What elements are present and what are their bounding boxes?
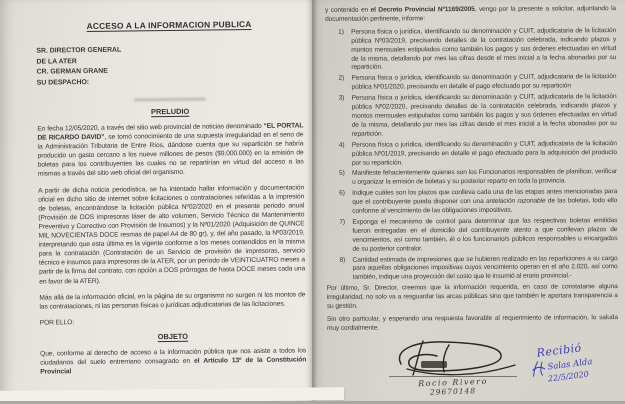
item-number: 2) xyxy=(338,75,345,83)
page-right xyxy=(312,0,625,404)
received-note xyxy=(528,337,624,386)
received-signer-name: Salas Alda xyxy=(546,357,593,373)
document-title: ACCESO A LA INFORMACION PUBLICA xyxy=(86,18,252,32)
item-number: 5) xyxy=(339,170,345,178)
bold-text-segment: el Artículo 13º de la Constitución Provincial xyxy=(40,356,307,376)
list-item xyxy=(339,169,617,189)
objeto-heading: OBJETO xyxy=(157,331,189,342)
paragraph-preludio-3: Más allá de la información oficial, en la página de su organismo no surgen ni los montos de las contrataciones, ni las personas físicas o jurídicas adjudicatarias de las licitaciones. xyxy=(39,290,306,311)
recipient-line: SR. DIRECTOR GENERAL xyxy=(36,46,122,55)
item-text: Persona física o jurídica, identificando su denominación y CUIT, adjudicataria de la licitación pública Nº02/2020, precisando detalles de la contratación celebrada, indicando plazos y montos mensuales estipulados como también los pagos y sus órdenes efectuadas en virtud de la misma, detallando por mes las cifras desde el mes inicial a la fecha abonadas por su repartición. xyxy=(351,93,617,138)
item-text: Manifieste fehacientemente quienes son los Funcionarios responsables de planificar, verificar u organizar la emisión de boletas y su posterior reparto en toda la provincia. xyxy=(352,168,618,187)
item-text: Cantidad estimada de impresiones que se hubieren realizado en las reparticiones a su cargo para aquellas obligaciones impositivas cuyos vencimiento operan en el año 2.020, así como también, indique una proyección del costo que le insumió al erario provincial.- xyxy=(352,254,618,282)
received-date: 22/5/2020 xyxy=(547,369,590,384)
italic-text-segment: antelación razonable xyxy=(486,197,546,206)
item-number: 8) xyxy=(339,256,346,264)
closing-paragraph-2: Sin otro particular, y esperando una respuesta favorable al requerimiento de información, lo saluda muy cordialmente. xyxy=(326,314,618,332)
request-list xyxy=(325,27,618,283)
item-number: 6) xyxy=(339,189,345,198)
paragraph-objeto xyxy=(40,346,306,377)
list-item xyxy=(340,255,618,283)
list-item xyxy=(338,27,616,73)
text-segment: Indique cuáles son los plazos que conlleva cada una de las etapas antes mencionadas para que el contribuyente pueda disponer con una xyxy=(352,188,618,206)
list-item xyxy=(339,217,617,254)
list-item xyxy=(338,73,616,93)
bold-text-segment: el Decreto Provincial Nº1169/2005 xyxy=(370,5,475,14)
text-segment: En fecha 12/05/2020, a través del sitio web provincial de noticias denominado xyxy=(37,122,264,133)
item-text: Persona física o jurídica, identificando su denominación y CUIT, adjudicataria de la licitación pública Nº01/2020, precisando en detalle el pago efectuado por su repartición xyxy=(351,73,617,91)
recipient-line: SU DESPACHO: xyxy=(36,78,90,87)
signature-scribble-icon xyxy=(383,336,523,380)
signature-block xyxy=(378,336,528,396)
list-item xyxy=(339,188,617,216)
item-number: 1) xyxy=(338,28,344,36)
recipient-block xyxy=(36,43,302,88)
item-text: Persona física o jurídica, identificando su denominación y CUIT, adjudicataria de la licitación pública Nº03/2019, precisando detalles de la contratación celebrada, indicando plazos y montos mensuales estipulados como también los pagos y sus órdenes efectuadas en virtud de la misma, detallando por mes las cifras desde el mes inicial a la fecha abonadas por su repartición. xyxy=(351,26,617,72)
received-label: Recibió xyxy=(535,341,583,360)
signature-name: Rocio Rivero xyxy=(418,376,488,389)
bold-text-segment: “EL PORTAL DE RICARDO DAVID” xyxy=(37,122,304,142)
page-left xyxy=(0,0,312,404)
stamp-mark xyxy=(421,361,447,368)
paragraph-request-intro xyxy=(325,5,616,25)
ink-smudge xyxy=(134,98,206,102)
paragraph-preludio-1 xyxy=(37,121,304,179)
item-number: 4) xyxy=(338,141,345,149)
item-text: Persona física o jurídica, identificando su denominación y CUIT, adjudicataria de la licitación pública Nº01/2019, precisando en detalle el pago efectuado para la adquisición del producto por su repartición. xyxy=(351,139,617,167)
text-segment: Que, conforme al derecho de acceso a la información pública que nos asiste a todos los ciudadanos del suelo entrerriano consagrado en xyxy=(40,347,307,367)
text-segment: y contenido en xyxy=(325,6,371,14)
por-ello-label: POR ELLO: xyxy=(39,318,75,327)
preludio-heading: PRELUDIO xyxy=(150,106,190,117)
received-flourish-icon xyxy=(530,360,547,378)
text-segment: de las boletas, todo ello conforme al vencimiento de las obligaciones impositivas. xyxy=(352,197,618,215)
item-text: Exponga el mecanismo de control para determinar que las respectivas boletas emitidas fueron entregadas en el domicilio del contribuyente atento a que conllevan plazos de vencimientos, así como también, él o los funcionario/s públicos responsables u encargados de su posterior contralor. xyxy=(352,217,618,253)
closing-paragraph-1: Por último, Sr. Director, creemos que la información requerida, en caso de constatarse alguna irregularidad, no solo va a resguardar las arcas públicas sino que también le aportara transparencia a su gestión. xyxy=(326,283,618,310)
list-item xyxy=(339,93,617,139)
recipient-line: CR. GERMAN GRANE xyxy=(36,67,108,76)
paragraph-preludio-2: A partir de dicha noticia periodística, se ha intentado hallar información y documentación oficial en dicho sitio de internet sobre licitaciones o contrataciones referidas a la impresión de boletas, encontrándose la licitación pública Nº02/2020 en el presente periodo anual (Provisión de DOS impresoras láser de alto volumen, Servicio Técnico de Mantenimiento Preventivo y Correctivo con Provisión de Insumos) y la Nº01/2020 (Adquisición de QUINCE MIL NOVECIENTAS DOCE resmas de papel A4 de 80 gr), y, del año pasado, la Nº03/2019, interpretando que esta última es la vigente conforme a los meses contendidos en la misma para la contratación (Contratación de un Servicio de provisión de impresoras, servicio técnico e insumos para impresoras de la ATER, por un período de VEINTICUATRO meses a partir de la firma del contrato, con opción a DOS prórrogas de hasta DOCE meses cada una en favor de la ATER). xyxy=(38,183,306,286)
item-text xyxy=(352,188,617,216)
text-segment: , vengo por la presente a solicitar, adjuntando la documentación pertinente, informe: xyxy=(325,5,617,23)
signature-dni: 29670148 xyxy=(429,386,477,397)
item-number: 7) xyxy=(339,218,346,226)
text-segment: , se tomó conocimiento de una supuesta irregularidad en el seno de la Administración Tributaria de Entre Ríos, dándose cuenta que su repartición se habría producido un gasto cercano a los nueve millones de pesos ($9.000.000) en la emisión de boletas para los contribuyentes las cuales no se repartirían en virtud del acceso a las mismas a través del sitio web oficial del organismo. xyxy=(37,131,304,179)
item-number: 3) xyxy=(338,94,345,102)
list-item xyxy=(339,140,617,168)
recipient-line: DE LA ATER xyxy=(36,57,77,66)
